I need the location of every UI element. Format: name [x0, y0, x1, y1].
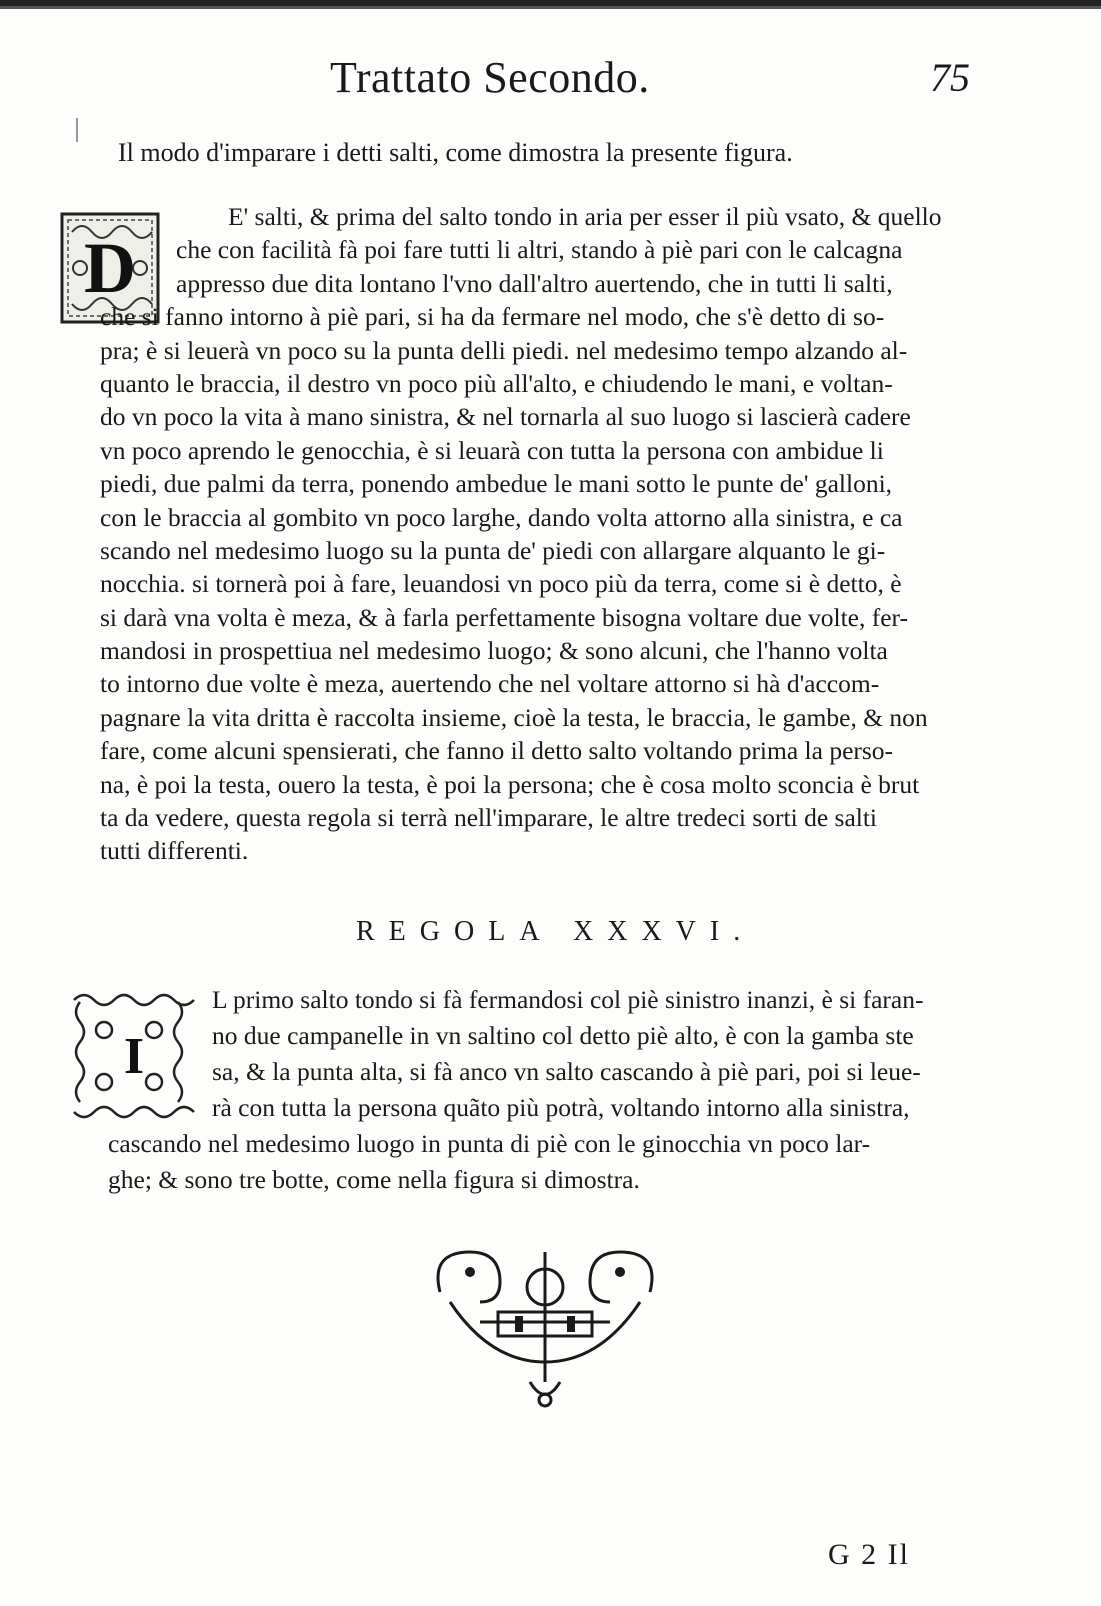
text-line: E' salti, & prima del salto tondo in aria per esser il più vsato, & quello	[228, 202, 942, 231]
text-line: na, è poi la testa, ouero la testa, è poi la persona; che è cosa molto sconcia è brut	[100, 769, 920, 799]
text-line: pra; è si leuerà vn poco su la punta delli piedi. nel medesimo tempo alzando al-	[100, 335, 908, 365]
text-line: nocchia. si tornerà poi à fare, leuandosi vn poco più da terra, come si è detto, è	[100, 569, 902, 599]
initial-letter: I	[123, 1027, 145, 1085]
text-line: che si fanno intorno à piè pari, si ha da fermare nel modo, che s'è detto di so-	[100, 302, 885, 332]
text-line: scando nel medesimo luogo su la punta de' piedi con allargare alquanto le gi-	[100, 535, 886, 565]
text-line: si darà vna volta è meza, & à farla perfettamente bisogna voltare due volte, fer-	[100, 602, 909, 632]
paragraph-rule-36	[88, 982, 1003, 1198]
margin-mark	[76, 118, 78, 142]
text-line: pagnare la vita dritta è raccolta insieme, cioè la testa, le braccia, le gambe, & non	[100, 702, 928, 732]
text-line: che con facilità fà poi fare tutti li altri, stando à piè pari con le calcagna	[176, 235, 903, 265]
text-line: fare, come alcuni spensierati, che fanno il detto salto voltando prima la perso-	[100, 736, 894, 766]
figure-caption: Il modo d'imparare i detti salti, come dimostra la presente figura.	[118, 138, 793, 167]
initial-letter: D	[84, 227, 136, 308]
text-line: sa, & la punta alta, si fà anco vn salto cascando à piè pari, poi si leue-	[212, 1057, 921, 1086]
text-line: to intorno due volte è meza, auertendo che nel voltare attorno si hà d'accom-	[100, 669, 880, 699]
text-line: L primo salto tondo si fà fermandosi col piè sinistro inanzi, è si faran-	[212, 985, 924, 1014]
text-line: con le braccia al gombito vn poco larghe, dando volta attorno alla sinistra, e ca	[100, 502, 903, 532]
text-line: appresso due dita lontano l'vno dall'altro auertendo, che in tutti li salti,	[176, 268, 893, 298]
page-number: 75	[930, 55, 970, 100]
text-line: do vn poco la vita à mano sinistra, & nel tornarla al suo luogo si lascierà cadere	[100, 402, 911, 432]
running-title: Trattato Secondo.	[330, 53, 650, 102]
page-top-edge	[0, 0, 1101, 14]
text-line: quanto le braccia, il destro vn poco più all'alto, e chiudendo le mani, e voltan-	[100, 368, 893, 398]
text-line: piedi, due palmi da terra, ponendo ambedue le mani sotto le punte de' galloni,	[100, 469, 893, 499]
text-line: vn poco aprendo le genocchia, è si leuarà con tutta la persona con ambidue li	[100, 435, 884, 465]
text-line: ta da vedere, questa regola si terrà nell'imparare, le altre tredeci sorti de salti	[100, 803, 878, 833]
rule-heading: REGOLA XXXVI.	[356, 916, 755, 947]
tailpiece-ornament-icon	[420, 1232, 670, 1412]
text-line: tutti differenti.	[100, 836, 249, 866]
text-line: no due campanelle in vn saltino col detto piè alto, è con la gamba ste	[212, 1021, 914, 1050]
text-line: mandosi in prospettiua nel medesimo luogo; & sono alcuni, che l'hanno volta	[100, 636, 888, 666]
signature-mark: G 2 Il	[828, 1538, 910, 1571]
text-line: ghe; & sono tre botte, come nella figura si dimostra.	[108, 1165, 640, 1194]
text-line: rà con tutta la persona quãto più potrà, voltando intorno alla sinistra,	[212, 1093, 910, 1122]
text-line: cascando nel medesimo luogo in punta di piè con le ginocchia vn poco lar-	[108, 1129, 871, 1158]
paragraph-main	[100, 200, 1000, 868]
